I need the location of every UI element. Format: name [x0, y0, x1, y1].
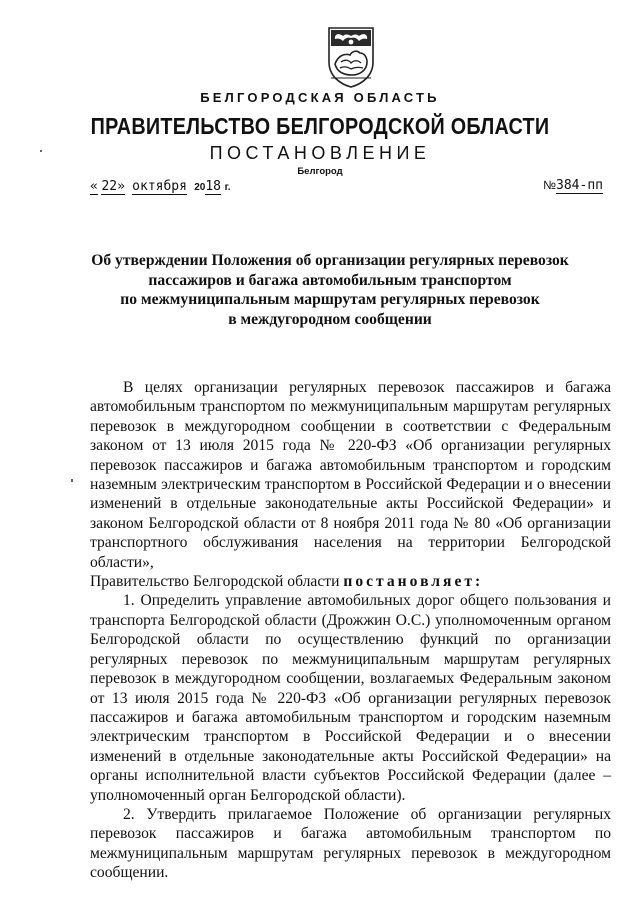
scan-speck [40, 150, 42, 152]
date-year-suffix: 18 [205, 179, 221, 194]
number-value: 384-пп [556, 178, 603, 193]
title-line: Об утверждении Положения об организации регулярных перевозок [91, 252, 569, 269]
city-name: Белгород [297, 166, 343, 177]
title-line: пассажиров и багажа автомобильным транспортом [148, 271, 512, 289]
scan-speck [71, 479, 73, 482]
document-body [90, 378, 611, 883]
title-line: по межмуниципальным маршрутам регулярных перевозок [120, 291, 540, 308]
date-close-quote: » [117, 179, 125, 194]
preamble-paragraph: В целях организации регулярных перевозок пассажиров и багажа автомобильным транспортом по межмуниципальным маршрутам регулярных перевозок в междугородном сообщении в соответствии с Федеральным законом от 13 июля 2015 года № 220-ФЗ «Об организации регулярных перевозок пассажиров и багажа автомобильным транспортом и городским наземным электрическим транспортом в Российской Федерации и о внесении изменений в отдельные законодательные акты Российской Федерации» и законом Белгородской области от 8 ноября 2011 года № 80 «Об организации транспортного обслуживания населения на территории Белгородской области», [90, 379, 611, 571]
title-line: в междугородном сообщении [228, 310, 432, 328]
date-open-quote: « [90, 179, 98, 194]
item-paragraph: 1. Определить управление автомобильных дорог общего пользования и транспорта Белгородской области (Дрожжин О.С.) уполномоченным органом Белгородской области по осуществлению функций по организации регулярных перевозок по межмуниципальным маршрутам регулярных перевозок в междугородном сообщении, возлагаемых Федеральным законом от 13 июля 2015 года № 220-ФЗ «Об организации регулярных перевозок пассажиров и багажа автомобильным транспортом и городским наземным электрическим транспортом в Российской Федерации и о внесении изменений в отдельные законодательные акты Российской Федерации» на органы исполнительной власти субъектов Российской Федерации (далее – уполномоченный орган Белгородской области). [90, 592, 611, 804]
item-paragraph: 2. Утвердить прилагаемое Положение об организации регулярных перевозок пассажиров и багажа автомобильным транспортом по межмуниципальным маршрутам регулярных перевозок в междугородном сообщении. [90, 805, 611, 882]
document-type: ПОСТАНОВЛЕНИЕ [209, 143, 431, 163]
region-header: БЕЛГОРОДСКАЯ ОБЛАСТЬ [200, 90, 440, 105]
coat-of-arms-icon [326, 26, 376, 88]
government-title: ПРАВИТЕЛЬСТВО БЕЛГОРОДСКОЙ ОБЛАСТИ [90, 113, 550, 139]
decree-line [90, 572, 611, 591]
date-year-mark: г. [224, 182, 231, 193]
document-title [60, 251, 600, 329]
decree-lead: Правительство Белгородской области [90, 573, 340, 591]
date-year-prefix: 20 [194, 182, 206, 193]
number-label: № [543, 178, 557, 192]
document-date [90, 178, 231, 194]
date-day: 22 [101, 179, 118, 194]
decree-word: постановляет: [343, 573, 484, 591]
date-month: октября [132, 179, 187, 194]
document-number [543, 178, 603, 193]
